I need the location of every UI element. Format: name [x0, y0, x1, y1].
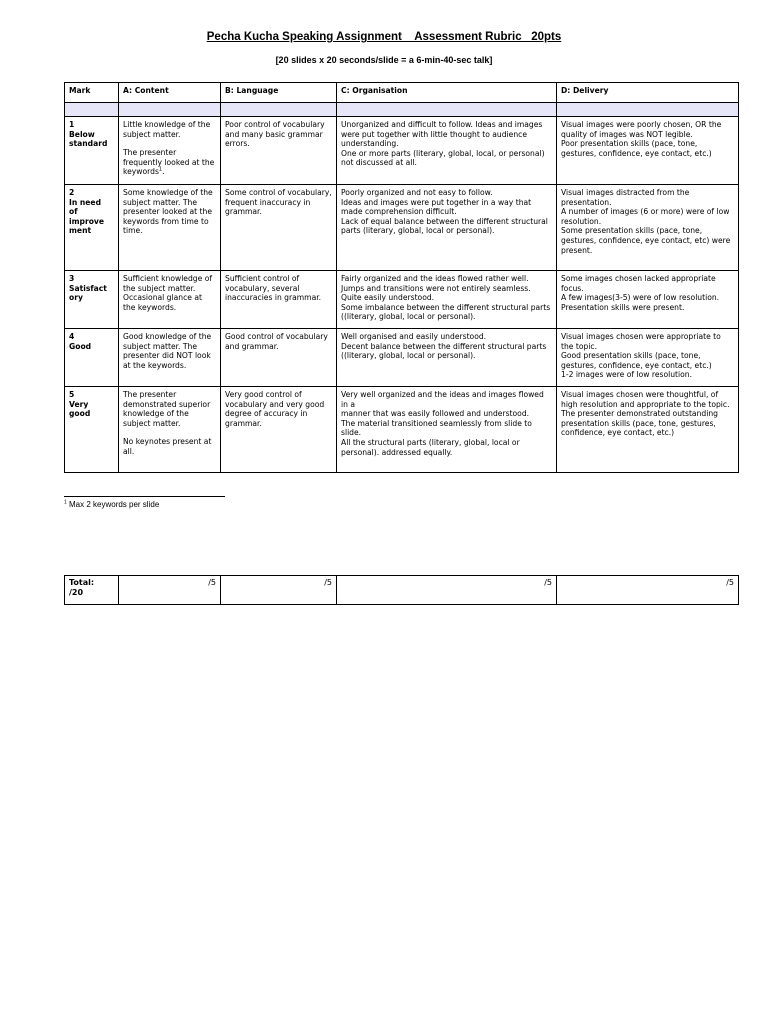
delivery-cell: Some images chosen lacked appropriate focus. A few images(3-5) were of low resolution. Presentation skills were present.	[557, 271, 739, 329]
band-cell	[557, 103, 739, 117]
content-cell: Some knowledge of the subject matter. The presenter looked at the keywords from time to time.	[119, 185, 221, 271]
table-row	[65, 329, 739, 387]
content-text: Little knowledge of the subject matter.	[123, 120, 211, 139]
table-row	[65, 117, 739, 185]
organisation-cell: Very well organized and the ideas and images flowed in a manner that was easily followed and understood. The material transitioned seamlessly from slide to slide. All the structural parts (literary, global, local or personal). addressed equally.	[337, 387, 557, 473]
rubric-band-row	[65, 103, 739, 117]
table-row	[65, 271, 739, 329]
organisation-cell: Well organised and easily understood. Decent balance between the different structural parts ((literary, global, local or personal).	[337, 329, 557, 387]
band-cell	[221, 103, 337, 117]
organisation-cell: Fairly organized and the ideas flowed rather well. Jumps and transitions were not entirely seamless. Quite easily understood. Some imbalance between the different structural parts ((literary, global, local or personal).	[337, 271, 557, 329]
header-mark: Mark	[65, 83, 119, 103]
language-cell: Poor control of vocabulary and many basic grammar errors.	[221, 117, 337, 185]
delivery-cell: Visual images chosen were appropriate to the topic. Good presentation skills (pace, tone, gestures, confidence, eye contact, etc.) 1-2 images were of low resolution.	[557, 329, 739, 387]
rubric-header-row	[65, 83, 739, 103]
mark-cell: 1 Below standard	[65, 117, 119, 185]
page-subtitle: [20 slides x 20 seconds/slide = a 6-min-40-sec talk]	[275, 55, 493, 65]
footnote	[64, 500, 159, 509]
language-cell: Some control of vocabulary, frequent inaccuracy in grammar.	[221, 185, 337, 271]
footnote-ref: 1	[158, 166, 163, 173]
score-content[interactable]: /5	[119, 576, 221, 605]
rubric-table	[64, 82, 739, 473]
footnote-text: Max 2 keywords per slide	[66, 500, 160, 509]
table-row	[65, 185, 739, 271]
mark-cell: 2 In need of improve ment	[65, 185, 119, 271]
header-content: A: Content	[119, 83, 221, 103]
organisation-cell: Poorly organized and not easy to follow. Ideas and images were put together in a way that made comprehension difficult. Lack of equal balance between the different structural parts (literary, global, local or personal).	[337, 185, 557, 271]
delivery-cell: Visual images were poorly chosen, OR the quality of images was NOT legible. Poor presentation skills (pace, tone, gestures, confidence, eye contact, etc.)	[557, 117, 739, 185]
delivery-cell: Visual images distracted from the presentation. A number of images (6 or more) were of low resolution. Some presentation skills (pace, tone, gestures, confidence, eye contact, etc) were present.	[557, 185, 739, 271]
band-cell	[119, 103, 221, 117]
mark-cell: 5 Very good	[65, 387, 119, 473]
total-label: Total: /20	[65, 576, 119, 605]
totals-row	[65, 576, 739, 605]
delivery-cell: Visual images chosen were thoughtful, of high resolution and appropriate to the topic. The presenter demonstrated outstanding presentation skills (pace, tone, gestures, confidence, eye contact, etc.)	[557, 387, 739, 473]
totals-table	[64, 575, 739, 605]
mark-cell: 3 Satisfact ory	[65, 271, 119, 329]
header-organisation: C: Organisation	[337, 83, 557, 103]
band-cell	[337, 103, 557, 117]
score-organisation[interactable]: /5	[337, 576, 557, 605]
content-cell	[119, 387, 221, 473]
content-text: The presenter demonstrated superior knowledge of the subject matter.	[123, 390, 211, 428]
header-language: B: Language	[221, 83, 337, 103]
content-text-tail: .	[162, 167, 165, 177]
language-cell: Very good control of vocabulary and very good degree of accuracy in grammar.	[221, 387, 337, 473]
header-delivery: D: Delivery	[557, 83, 739, 103]
content-cell: Sufficient knowledge of the subject matter. Occasional glance at the keywords.	[119, 271, 221, 329]
score-delivery[interactable]: /5	[557, 576, 739, 605]
band-cell	[65, 103, 119, 117]
content-cell	[119, 117, 221, 185]
language-cell: Sufficient control of vocabulary, several inaccuracies in grammar.	[221, 271, 337, 329]
page-title: Pecha Kucha Speaking Assignment Assessment Rubric 20pts	[206, 31, 562, 43]
language-cell: Good control of vocabulary and grammar.	[221, 329, 337, 387]
organisation-cell: Unorganized and difficult to follow. Ideas and images were put together with little thought to audience understanding. One or more parts (literary, global, local, or personal) not discussed at all.	[337, 117, 557, 185]
footnote-marker: 1	[64, 499, 67, 506]
content-text: No keynotes present at all.	[123, 437, 212, 456]
table-row	[65, 387, 739, 473]
content-text	[123, 148, 216, 177]
mark-cell: 4 Good	[65, 329, 119, 387]
content-cell: Good knowledge of the subject matter. The presenter did NOT look at the keywords.	[119, 329, 221, 387]
footnote-divider	[64, 496, 225, 497]
score-language[interactable]: /5	[221, 576, 337, 605]
content-text-part: The presenter frequently looked at the keywords	[123, 148, 215, 177]
